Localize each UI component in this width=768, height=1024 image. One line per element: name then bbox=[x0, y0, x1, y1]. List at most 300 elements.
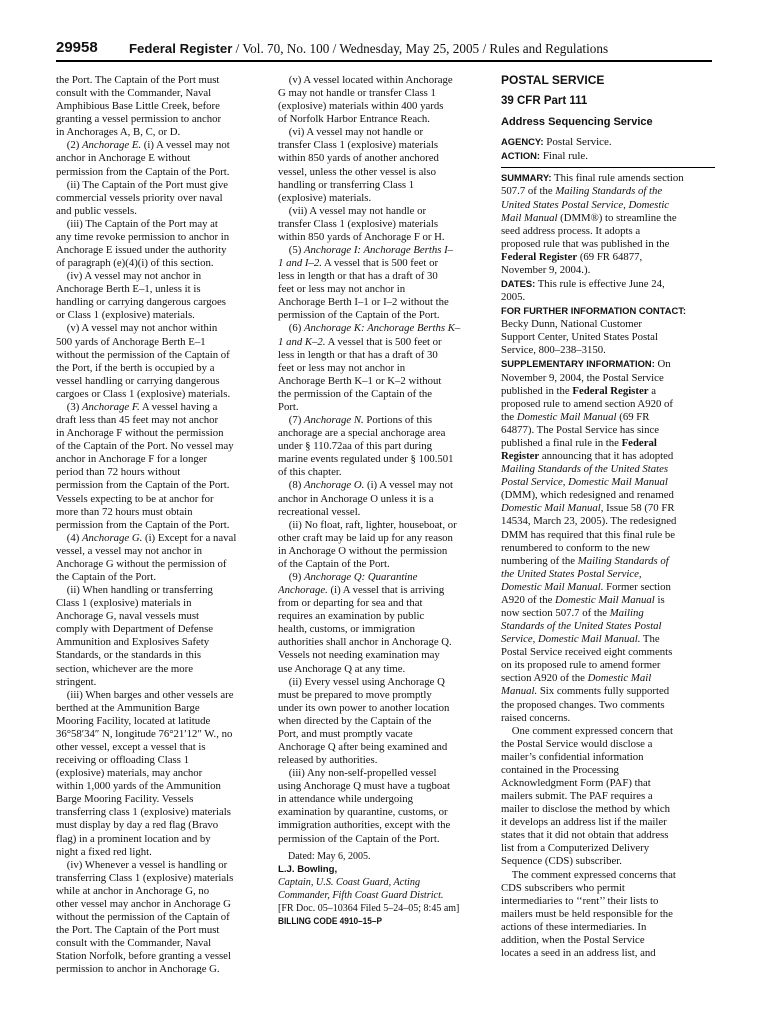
text-line bbox=[56, 309, 274, 322]
running-head bbox=[129, 41, 608, 57]
text-run: the permission of the Captain of the bbox=[278, 387, 433, 400]
text-line bbox=[56, 793, 274, 806]
text-line bbox=[56, 898, 274, 911]
text-line bbox=[278, 205, 492, 218]
text-run: permission from the Captain of the Port. bbox=[56, 165, 230, 178]
text-line bbox=[56, 257, 274, 270]
text-run: 36°58′34″ N, longitude 76°21′12″ W., no bbox=[56, 727, 233, 740]
text-line bbox=[56, 493, 274, 506]
text-line bbox=[501, 895, 715, 908]
text-run: G may not handle or transfer Class 1 bbox=[278, 87, 436, 100]
text-run: DMM has required that this final rule be bbox=[501, 528, 676, 541]
text-line bbox=[56, 636, 274, 649]
text-line bbox=[56, 610, 274, 623]
text-line bbox=[56, 336, 274, 349]
billing-code: BILLING CODE 4910–15–P bbox=[278, 916, 383, 926]
text-run: in attendance while undergoing bbox=[278, 793, 414, 806]
text-line bbox=[501, 502, 715, 515]
text-run: Portions of this bbox=[363, 414, 433, 427]
text-run: (iv) Whenever a vessel is handling or bbox=[56, 858, 228, 871]
text-run: November 9, 2004, the Postal Service bbox=[501, 371, 664, 384]
text-line bbox=[278, 479, 492, 492]
text-line bbox=[56, 270, 274, 283]
text-run: A920 of the bbox=[501, 593, 556, 606]
text-line bbox=[501, 738, 715, 751]
text-run: Anchorage Berth E–1, unless it is bbox=[56, 283, 201, 296]
text-run: transfer Class 1 (explosive) materials bbox=[278, 139, 439, 152]
text-line bbox=[56, 362, 274, 375]
text-run: Federal bbox=[621, 436, 657, 449]
text-line bbox=[501, 357, 715, 371]
text-run: Postal Service received eight comments bbox=[501, 646, 673, 659]
text-run: Mailing Standards of the United States bbox=[501, 463, 669, 476]
text-line bbox=[501, 225, 715, 238]
text-run: immigration authorities, except with the bbox=[278, 819, 451, 832]
cfr-part: 39 CFR Part 111 bbox=[501, 95, 588, 108]
text-run: mailers must be held responsible for the bbox=[501, 907, 673, 920]
column-2-body bbox=[278, 74, 492, 846]
text-line bbox=[56, 479, 274, 492]
text-line bbox=[56, 506, 274, 519]
signatory-name: L.J. Bowling, bbox=[278, 863, 338, 875]
text-run: (v) A vessel may not anchor within bbox=[56, 322, 218, 335]
text-line bbox=[278, 166, 492, 179]
text-line bbox=[501, 568, 715, 581]
text-line bbox=[501, 646, 715, 659]
text-run: the Port. The Captain of the Port must bbox=[56, 74, 220, 86]
text-line bbox=[56, 597, 274, 610]
text-run: is bbox=[654, 593, 665, 606]
text-line bbox=[278, 584, 492, 597]
text-run: while at anchor in Anchorage G, no bbox=[56, 884, 210, 897]
text-run: (8) bbox=[278, 479, 304, 492]
text-run: Anchorage Q after being examined and bbox=[278, 740, 448, 753]
text-run: the United States Postal Service, bbox=[501, 567, 642, 580]
text-line bbox=[56, 754, 274, 767]
text-line bbox=[501, 790, 715, 803]
text-run: less in length or that has a draft of 30 bbox=[278, 270, 438, 283]
text-line bbox=[501, 542, 715, 555]
text-run: anchor in Anchorage F for a longer bbox=[56, 453, 208, 466]
text-line bbox=[278, 100, 492, 113]
text-line bbox=[278, 532, 492, 545]
text-line bbox=[278, 257, 492, 270]
text-run: of this chapter. bbox=[278, 466, 342, 479]
text-line bbox=[501, 463, 715, 476]
text-run: (i) A vessel may not bbox=[364, 479, 453, 492]
text-line bbox=[501, 633, 715, 646]
text-run: Standards, or the standards in this bbox=[56, 649, 202, 662]
text-run: (iii) Any non-self-propelled vessel bbox=[278, 767, 437, 780]
text-line bbox=[56, 205, 274, 218]
text-line bbox=[56, 532, 274, 545]
text-line bbox=[56, 833, 274, 846]
text-line bbox=[501, 411, 715, 424]
page-number: 29958 bbox=[56, 39, 98, 56]
text-line bbox=[278, 218, 492, 231]
text-run: without the permission of the Captain of bbox=[56, 348, 230, 361]
text-line bbox=[56, 780, 274, 793]
text-run: mailers submit. The PAF requires a bbox=[501, 790, 653, 803]
text-run: Vessels not needing examination may bbox=[278, 649, 440, 662]
text-run: On bbox=[654, 358, 671, 371]
text-run: more than 72 hours must obtain bbox=[56, 505, 193, 518]
text-run: 507.7 of the bbox=[501, 185, 556, 198]
text-run: (ii) No float, raft, lighter, houseboat, or bbox=[278, 518, 457, 531]
text-line bbox=[501, 437, 715, 450]
text-line bbox=[501, 882, 715, 895]
text-line bbox=[278, 649, 492, 662]
action-label: ACTION: bbox=[501, 150, 541, 162]
signature-block bbox=[278, 850, 492, 928]
text-line bbox=[56, 427, 274, 440]
text-column-3 bbox=[501, 74, 715, 974]
text-line bbox=[56, 453, 274, 466]
text-run: This rule is effective June 24, bbox=[535, 278, 665, 291]
text-run: (ii) Every vessel using Anchorage Q bbox=[278, 675, 445, 688]
text-run: 64877). The Postal Service has since bbox=[501, 423, 660, 436]
text-line bbox=[501, 251, 715, 264]
agency-value: Postal Service. bbox=[543, 136, 612, 149]
text-run: actions of these intermediaries. In bbox=[501, 920, 647, 933]
text-line bbox=[278, 192, 492, 205]
text-line bbox=[278, 362, 492, 375]
text-run: announcing that it has adopted bbox=[539, 450, 674, 463]
text-line bbox=[278, 493, 492, 506]
action-value: Final rule. bbox=[540, 150, 589, 163]
text-run: authorities shall anchor in Anchorage Q. bbox=[278, 636, 452, 649]
text-run: the Port. The Captain of the Port must bbox=[56, 924, 220, 937]
text-line bbox=[501, 185, 715, 198]
text-run: Anchorage I: Anchorage Berths I– bbox=[303, 244, 454, 257]
text-line bbox=[278, 571, 492, 584]
text-line bbox=[501, 529, 715, 542]
text-line bbox=[56, 715, 274, 728]
text-line bbox=[501, 264, 715, 277]
text-line bbox=[278, 296, 492, 309]
text-line bbox=[278, 715, 492, 728]
text-line bbox=[501, 712, 715, 725]
text-line bbox=[56, 414, 274, 427]
text-line bbox=[501, 476, 715, 489]
text-line bbox=[56, 676, 274, 689]
text-line bbox=[56, 139, 274, 152]
text-line bbox=[278, 87, 492, 100]
text-line bbox=[56, 401, 274, 414]
text-line bbox=[56, 283, 274, 296]
text-run: Manual. bbox=[501, 685, 538, 698]
text-run: or Class 1 (explosive) materials. bbox=[56, 309, 195, 322]
text-line bbox=[278, 519, 492, 532]
text-line bbox=[56, 911, 274, 924]
text-run: Former section bbox=[603, 580, 671, 593]
text-run: proposed rule that was published in the bbox=[501, 237, 670, 250]
text-run: when directed by the Captain of the bbox=[278, 714, 432, 727]
text-line bbox=[278, 270, 492, 283]
action-line bbox=[501, 149, 715, 163]
text-line bbox=[501, 607, 715, 620]
text-run: vessel, a vessel may not anchor in bbox=[56, 544, 202, 557]
text-run: vessel handling or carrying dangerous bbox=[56, 374, 220, 387]
text-column-1 bbox=[56, 74, 274, 974]
text-line bbox=[56, 872, 274, 885]
section-divider bbox=[501, 167, 715, 168]
text-run: Anchorage F. bbox=[81, 400, 140, 413]
text-run: flag) in a prominent location and by bbox=[56, 832, 211, 845]
text-run: under its own power to another location bbox=[278, 701, 450, 714]
text-line bbox=[56, 767, 274, 780]
text-line bbox=[56, 741, 274, 754]
text-run: granting a vessel permission to anchor bbox=[56, 113, 222, 126]
text-run: receiving or offloading Class 1 bbox=[56, 754, 189, 767]
text-line bbox=[501, 777, 715, 790]
text-run: seed address process. It adopts a bbox=[501, 224, 641, 237]
text-run: Station Norfolk, before granting a vessel bbox=[56, 950, 231, 963]
text-line bbox=[501, 934, 715, 947]
agency-label: AGENCY: bbox=[501, 136, 544, 148]
text-line bbox=[278, 244, 492, 257]
text-line bbox=[501, 515, 715, 528]
text-run: (vi) A vessel may not handle or bbox=[278, 126, 424, 139]
text-run: Domestic Mail Manual bbox=[516, 410, 617, 423]
text-line bbox=[56, 649, 274, 662]
text-run: other craft may be laid up for any reason bbox=[278, 531, 453, 544]
text-line bbox=[278, 375, 492, 388]
text-line bbox=[56, 218, 274, 231]
text-line bbox=[278, 179, 492, 192]
text-run: (v) A vessel located within Anchorage bbox=[278, 74, 453, 86]
text-run: commercial vessels priority over naval bbox=[56, 191, 223, 204]
text-run: Anchorage Berth K–1 or K–2 without bbox=[278, 374, 442, 387]
text-line bbox=[278, 113, 492, 126]
text-line bbox=[501, 555, 715, 568]
text-run: any time revoke permission to anchor in bbox=[56, 230, 230, 243]
text-run: now section 507.7 of the bbox=[501, 606, 610, 619]
text-run: feet or less may not anchor in bbox=[278, 361, 406, 374]
text-run: (ii) When handling or transferring bbox=[56, 584, 213, 597]
text-line bbox=[278, 689, 492, 702]
text-line bbox=[56, 244, 274, 257]
text-line bbox=[56, 728, 274, 741]
text-line bbox=[56, 545, 274, 558]
text-run: (explosive) materials. bbox=[278, 191, 372, 204]
text-line bbox=[56, 950, 274, 963]
text-run: transferring class 1 (explosive) materials bbox=[56, 806, 231, 819]
text-line bbox=[278, 702, 492, 715]
text-run: proposed rule to amend section A920 of bbox=[501, 397, 673, 410]
text-line bbox=[56, 846, 274, 859]
text-line bbox=[278, 139, 492, 152]
text-line bbox=[56, 296, 274, 309]
text-run: Sequence (CDS) subscriber. bbox=[501, 855, 622, 868]
text-run: stringent. bbox=[56, 675, 97, 688]
text-line bbox=[501, 304, 715, 318]
text-run: Register bbox=[501, 450, 540, 463]
text-run: numbering of the bbox=[501, 554, 578, 567]
text-line bbox=[501, 489, 715, 502]
text-run: within 1,000 yards of the Ammunition bbox=[56, 780, 221, 793]
text-line bbox=[501, 344, 715, 357]
text-line bbox=[56, 440, 274, 453]
text-line bbox=[56, 166, 274, 179]
text-line bbox=[501, 424, 715, 437]
text-line bbox=[278, 728, 492, 741]
text-line bbox=[56, 388, 274, 401]
text-run: published in the bbox=[501, 384, 573, 397]
text-run: Service, 800–238–3150. bbox=[501, 344, 606, 357]
text-line bbox=[278, 545, 492, 558]
text-line bbox=[278, 309, 492, 322]
text-run: the proposed changes. Two comments bbox=[501, 698, 665, 711]
text-line bbox=[56, 689, 274, 702]
text-run: DATES: bbox=[501, 278, 536, 290]
text-run: Port, and must promptly vacate bbox=[278, 727, 413, 740]
text-run: Domestic Mail Manual bbox=[501, 502, 601, 515]
text-line bbox=[501, 725, 715, 738]
text-run: consult with the Commander, Naval bbox=[56, 87, 212, 100]
text-run: The bbox=[640, 633, 660, 646]
text-run: night a fixed red light. bbox=[56, 845, 152, 858]
text-line bbox=[501, 685, 715, 698]
text-line bbox=[56, 819, 274, 832]
text-line bbox=[56, 519, 274, 532]
text-line bbox=[278, 283, 492, 296]
text-line bbox=[278, 767, 492, 780]
text-line bbox=[56, 74, 274, 87]
text-run: Amphibious Base Little Creek, before bbox=[56, 100, 220, 113]
text-line bbox=[278, 676, 492, 689]
text-run: Standards of the United States Postal bbox=[501, 620, 662, 633]
text-line bbox=[501, 199, 715, 212]
text-run: recreational vessel. bbox=[278, 505, 361, 518]
text-line bbox=[278, 780, 492, 793]
text-run: cargoes or Class 1 (explosive) materials. bbox=[56, 387, 231, 400]
text-run: (i) Except for a naval bbox=[142, 531, 237, 544]
text-run: without the permission of the Captain of bbox=[56, 911, 230, 923]
text-line bbox=[501, 699, 715, 712]
text-run: anchor in Anchorage O unless it is a bbox=[278, 492, 434, 505]
text-line bbox=[501, 450, 715, 463]
text-column-2 bbox=[278, 74, 492, 974]
text-run: (iv) A vessel may not anchor in bbox=[56, 270, 202, 283]
text-run: Six comments fully supported bbox=[537, 685, 670, 698]
text-run: permission to anchor in Anchorage G. bbox=[56, 963, 220, 974]
text-run: Mailing bbox=[609, 606, 644, 619]
text-line bbox=[56, 702, 274, 715]
text-run: Mailing Standards of the bbox=[555, 185, 663, 198]
text-run: permission from the Captain of the Port. bbox=[56, 518, 230, 531]
text-run: (explosive) materials, may anchor bbox=[56, 767, 203, 780]
text-run: 14534, March 23, 2005). The redesigned bbox=[501, 515, 677, 528]
text-line bbox=[501, 238, 715, 251]
text-run: renumbered to conform to the new bbox=[501, 541, 650, 554]
text-line bbox=[278, 610, 492, 623]
text-run: (vii) A vessel may not handle or bbox=[278, 204, 427, 217]
text-line bbox=[278, 558, 492, 571]
text-line bbox=[501, 947, 715, 960]
text-run: FOR FURTHER INFORMATION CONTACT: bbox=[501, 305, 687, 317]
text-run: mailer’s confidential information bbox=[501, 750, 644, 763]
text-run: , Issue 58 (70 FR bbox=[600, 502, 675, 515]
text-run: Service, Domestic Mail Manual. bbox=[501, 633, 641, 646]
text-line bbox=[501, 908, 715, 921]
text-run: draft less than 45 feet may not anchor bbox=[56, 414, 219, 427]
text-run: Anchorage Q: Quarantine bbox=[303, 570, 418, 583]
text-line bbox=[501, 751, 715, 764]
text-run: Class 1 (explosive) materials in bbox=[56, 597, 192, 610]
text-run: the Captain of the Port. bbox=[56, 570, 157, 583]
text-run: the bbox=[501, 410, 517, 423]
text-line bbox=[56, 126, 274, 139]
text-run: of the Captain of the Port. bbox=[278, 557, 390, 570]
text-line bbox=[56, 623, 274, 636]
text-run: Anchorage K: Anchorage Berths K– bbox=[303, 322, 461, 335]
publication-name: Federal Register bbox=[129, 41, 233, 56]
text-run: Anchorage E. bbox=[81, 139, 142, 152]
text-run: using Anchorage Q must have a tugboat bbox=[278, 780, 450, 793]
text-line bbox=[56, 963, 274, 974]
text-run: (ii) The Captain of the Port must give bbox=[56, 178, 229, 191]
text-line bbox=[501, 291, 715, 304]
text-run: 1 and K–2. bbox=[278, 335, 326, 348]
text-run: of Norfolk Harbor Entrance Reach. bbox=[278, 113, 430, 126]
text-run: (explosive) materials within 400 yards bbox=[278, 100, 444, 113]
text-run: One comment expressed concern that bbox=[501, 724, 673, 737]
text-run: the Postal Service would disclose a bbox=[501, 737, 653, 750]
text-line bbox=[501, 318, 715, 331]
text-run: (iii) When barges and other vessels are bbox=[56, 688, 234, 701]
text-line bbox=[56, 87, 274, 100]
text-run: Mailing Standards of bbox=[577, 554, 669, 567]
text-run: handling or transferring Class 1 bbox=[278, 178, 415, 191]
text-line bbox=[56, 322, 274, 335]
text-run: the Port, if the berth is occupied by a bbox=[56, 361, 215, 374]
text-run: (4) bbox=[56, 531, 82, 544]
text-run: of paragraph (e)(4)(i) of this section. bbox=[56, 257, 214, 270]
text-line bbox=[56, 571, 274, 584]
text-line bbox=[278, 636, 492, 649]
text-run: feet or less may not anchor in bbox=[278, 283, 406, 296]
text-run: other vessel, except a vessel that is bbox=[56, 740, 206, 753]
text-line bbox=[56, 859, 274, 872]
rule-subject: Address Sequencing Service bbox=[501, 116, 653, 129]
text-line bbox=[56, 100, 274, 113]
text-run: Mooring Facility, located at latitude bbox=[56, 714, 211, 727]
text-run: (2) bbox=[56, 139, 82, 152]
text-run: Barge Mooring Facility. Vessels bbox=[56, 793, 194, 806]
text-run: (5) bbox=[278, 244, 304, 257]
text-line bbox=[56, 885, 274, 898]
text-run: and public vessels. bbox=[56, 204, 137, 217]
text-run: 500 yards of Anchorage Berth E–1 bbox=[56, 335, 206, 348]
text-line bbox=[501, 829, 715, 842]
text-run: United States Postal Service, Domestic bbox=[501, 198, 670, 211]
text-run: examination by quarantine, customs, or bbox=[278, 806, 448, 819]
text-line bbox=[501, 869, 715, 882]
text-run: Mail Manual bbox=[501, 211, 558, 224]
text-run: states that it did not obtain that address bbox=[501, 829, 669, 842]
text-run: Domestic Mail Manual bbox=[555, 593, 655, 606]
text-line bbox=[278, 806, 492, 819]
text-run: published a final rule in the bbox=[501, 436, 622, 449]
text-run: handling or carrying dangerous cargoes bbox=[56, 296, 226, 309]
text-run: permission from the Captain of the Port. bbox=[56, 479, 230, 492]
text-line bbox=[56, 558, 274, 571]
text-line bbox=[278, 74, 492, 87]
text-run: from or departing for sea and that bbox=[278, 597, 423, 610]
text-run: SUMMARY: bbox=[501, 172, 552, 184]
text-run: (i) A vessel that is arriving bbox=[327, 584, 445, 597]
